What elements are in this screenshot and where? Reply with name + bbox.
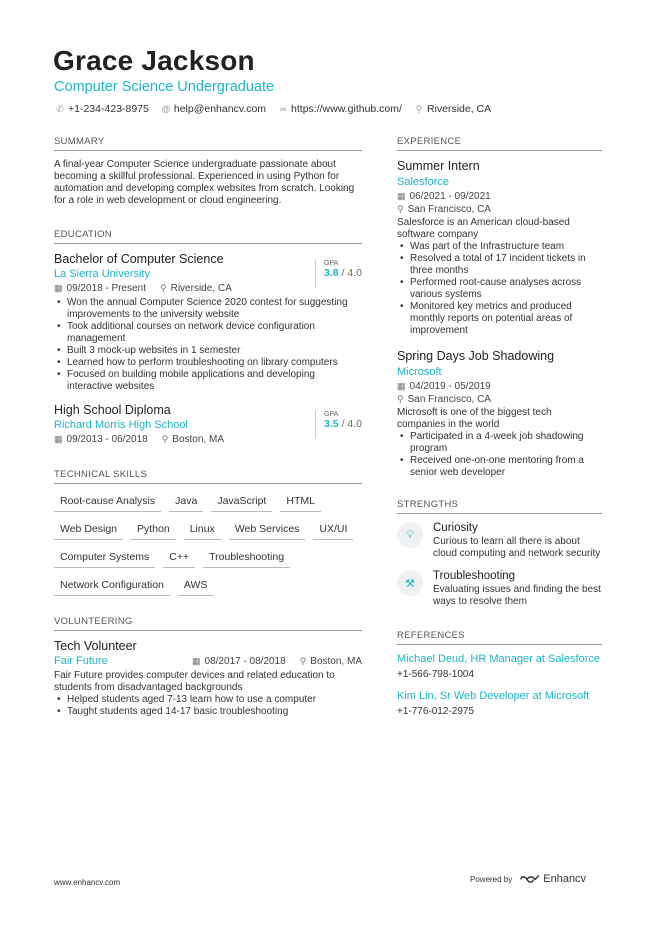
job-title: Spring Days Job Shadowing [397,349,555,363]
volunteer-dates-text: 08/2017 - 08/2018 [204,655,286,667]
skill-tag: HTML [280,492,321,512]
volunteering-heading: VOLUNTEERING [54,616,362,631]
gpa-box [315,411,362,439]
education-location-text: Riverside, CA [170,283,232,294]
school-name: La Sierra University [54,268,150,280]
strength-body [433,522,602,560]
strength-item [397,570,602,608]
list-item: • Won the annual Computer Science 2020 contest for suggesting improvements to the university website [54,297,362,321]
list-item: • Monitored key metrics and produced monthly reports on potential areas of improvement [397,301,602,337]
job-location [397,394,602,405]
education-heading: EDUCATION [54,229,362,244]
strength-text: Evaluating issues and finding the best ways to resolve them [433,584,601,607]
volunteer-dates [192,656,286,667]
skill-tag: Computer Systems [54,548,155,568]
school-name: Richard Morris High School [54,419,188,431]
job-description: Salesforce is an American cloud-based software company [397,217,570,240]
reference-phone: +1-566-798-1004 [397,669,475,680]
location-icon: ⚲ [160,283,167,293]
list-item: • Received one-on-one mentoring from a senior web developer [397,455,602,479]
list-item: • Built 3 mock-up websites in 1 semester [54,345,362,357]
calendar-icon: ▦ [397,381,406,391]
gpa-value [324,267,362,279]
education-item [54,252,362,393]
contact-phone-text: +1-234-423-8975 [68,103,149,115]
job-location [397,204,602,215]
skill-tag: JavaScript [211,492,272,512]
volunteer-org: Fair Future [54,655,108,667]
gpa-score: 3.5 [324,418,339,430]
job-bullets [397,431,602,479]
volunteer-title: Tech Volunteer [54,639,137,653]
skill-tag: Troubleshooting [203,548,290,568]
location-icon: ⚲ [397,394,404,404]
education-location [160,283,232,294]
volunteering-item [54,639,362,718]
education-item [54,403,362,445]
skills-list [54,492,364,596]
job-description: Microsoft is one of the biggest tech companies in the world [397,407,552,430]
list-item: • Learned how to perform troubleshooting on library computers [54,357,362,369]
skill-tag: Root-cause Analysis [54,492,161,512]
strength-title: Curiosity [433,522,478,534]
skill-tag: Linux [184,520,221,540]
brand-logo[interactable] [520,873,586,885]
list-item: • Taught students aged 14-17 basic troubleshooting [54,706,362,718]
education-dates-text: 09/2013 - 06/2018 [66,434,148,445]
reference-name: Michael Deud, HR Manager at Salesforce [397,653,600,665]
candidate-name: Grace Jackson [53,45,255,76]
gpa-max: / 4.0 [341,418,362,430]
reference-name: Kim Lin, Sr Web Developer at Microsoft [397,690,590,702]
skills-heading: TECHNICAL SKILLS [54,469,362,484]
degree-title: Bachelor of Computer Science [54,252,224,266]
job-bullets [397,241,602,337]
summary-heading: SUMMARY [54,136,362,151]
job-location-text: San Francisco, CA [407,204,491,215]
gpa-score: 3.8 [324,267,339,279]
experience-item [397,349,602,479]
contact-row [55,103,491,115]
skill-tag: UX/UI [313,520,353,540]
reference-item [397,690,602,717]
gpa-label: GPA [324,260,339,267]
list-item: • Helped students aged 7-13 learn how to use a computer [54,694,362,706]
location-icon: ⚲ [299,655,307,666]
volunteer-location-text: Boston, MA [310,655,362,667]
gpa-value [324,418,362,430]
strengths-heading: STRENGTHS [397,499,602,514]
volunteer-description: Fair Future provides computer devices and related education to students from disadvantaged backgrounds [54,670,335,693]
company-name: Microsoft [397,366,442,378]
location-icon: ⚲ [415,103,423,114]
strength-body [433,570,602,608]
gpa-max: / 4.0 [341,267,362,279]
footer-branding [470,873,586,885]
calendar-icon: ▦ [397,191,406,201]
list-item: • Performed root-cause analyses across various systems [397,277,602,301]
contact-location [414,103,491,115]
skill-tag: AWS [178,576,214,596]
left-column [54,136,362,728]
education-location [162,434,224,445]
skill-tag: Network Configuration [54,576,170,596]
list-item: • Participated in a 4-week job shadowing program [397,431,602,455]
calendar-icon: ▦ [54,434,63,444]
skill-tag: Web Services [229,520,306,540]
education-dates [54,434,148,445]
list-item: • Focused on building mobile applications and developing interactive websites [54,369,362,393]
contact-phone[interactable] [55,103,149,115]
contact-location-text: Riverside, CA [426,103,492,115]
reference-phone: +1-776-012-2975 [397,706,475,717]
strength-text: Curious to learn all there is about cloud computing and network security [433,536,601,559]
contact-link-text: https://www.github.com/ [291,103,402,115]
list-item: • Resolved a total of 17 incident tickets in three months [397,253,602,277]
job-location-text: San Francisco, CA [407,394,491,405]
job-dates-text: 04/2019 - 05/2019 [409,381,491,392]
job-title: Summer Intern [397,159,480,173]
strength-item [397,522,602,560]
strength-title: Troubleshooting [433,570,516,582]
summary-text: A final-year Computer Science undergraduate passionate about becoming a skillful professional. Experienced in using Python for automation and developing complex websites from scratch. Looking for a role in web development or cloud engineering. [54,159,355,206]
skill-tag: Java [169,492,203,512]
education-location-text: Boston, MA [172,434,224,445]
footer-website[interactable]: www.enhancv.com [54,878,121,887]
experience-item [397,159,602,337]
skill-tag: C++ [163,548,195,568]
skill-tag: Web Design [54,520,123,540]
company-name: Salesforce [397,176,449,188]
location-icon: ⚲ [397,204,404,214]
reference-item [397,653,602,680]
education-dates [54,283,146,294]
enhancv-logo-icon [520,874,540,885]
phone-icon: ✆ [56,103,64,114]
job-dates [397,381,602,392]
email-icon: @ [161,104,171,114]
degree-title: High School Diploma [54,403,171,417]
contact-email-text: help@enhancv.com [173,103,267,115]
gpa-box [315,260,362,288]
list-item: • Took additional courses on network device configuration management [54,321,362,345]
skill-tag: Python [131,520,176,540]
brand-name: Enhancv [543,873,587,885]
experience-heading: EXPERIENCE [397,136,602,151]
contact-link[interactable] [278,103,402,115]
gpa-label: GPA [324,411,339,418]
candidate-title: Computer Science Undergraduate [54,79,275,95]
job-dates-text: 06/2021 - 09/2021 [409,191,491,202]
volunteer-bullets [54,694,362,718]
calendar-icon: ▦ [54,283,63,293]
contact-email[interactable] [161,103,266,115]
references-heading: REFERENCES [397,630,602,645]
tools-icon: ⚒ [397,570,423,596]
volunteer-row [54,655,362,667]
powered-by-label: Powered by [470,874,513,884]
job-dates [397,191,602,202]
calendar-icon: ▦ [192,655,201,666]
list-item: • Was part of the Infrastructure team [397,241,602,253]
education-bullets [54,297,362,393]
volunteer-meta [192,656,362,667]
right-column [397,136,602,727]
lightbulb-icon: 💡︎ [397,522,423,548]
link-icon: ∞ [279,104,287,114]
location-icon: ⚲ [161,434,169,444]
volunteer-location [300,656,362,667]
education-dates-text: 09/2018 - Present [66,283,147,294]
